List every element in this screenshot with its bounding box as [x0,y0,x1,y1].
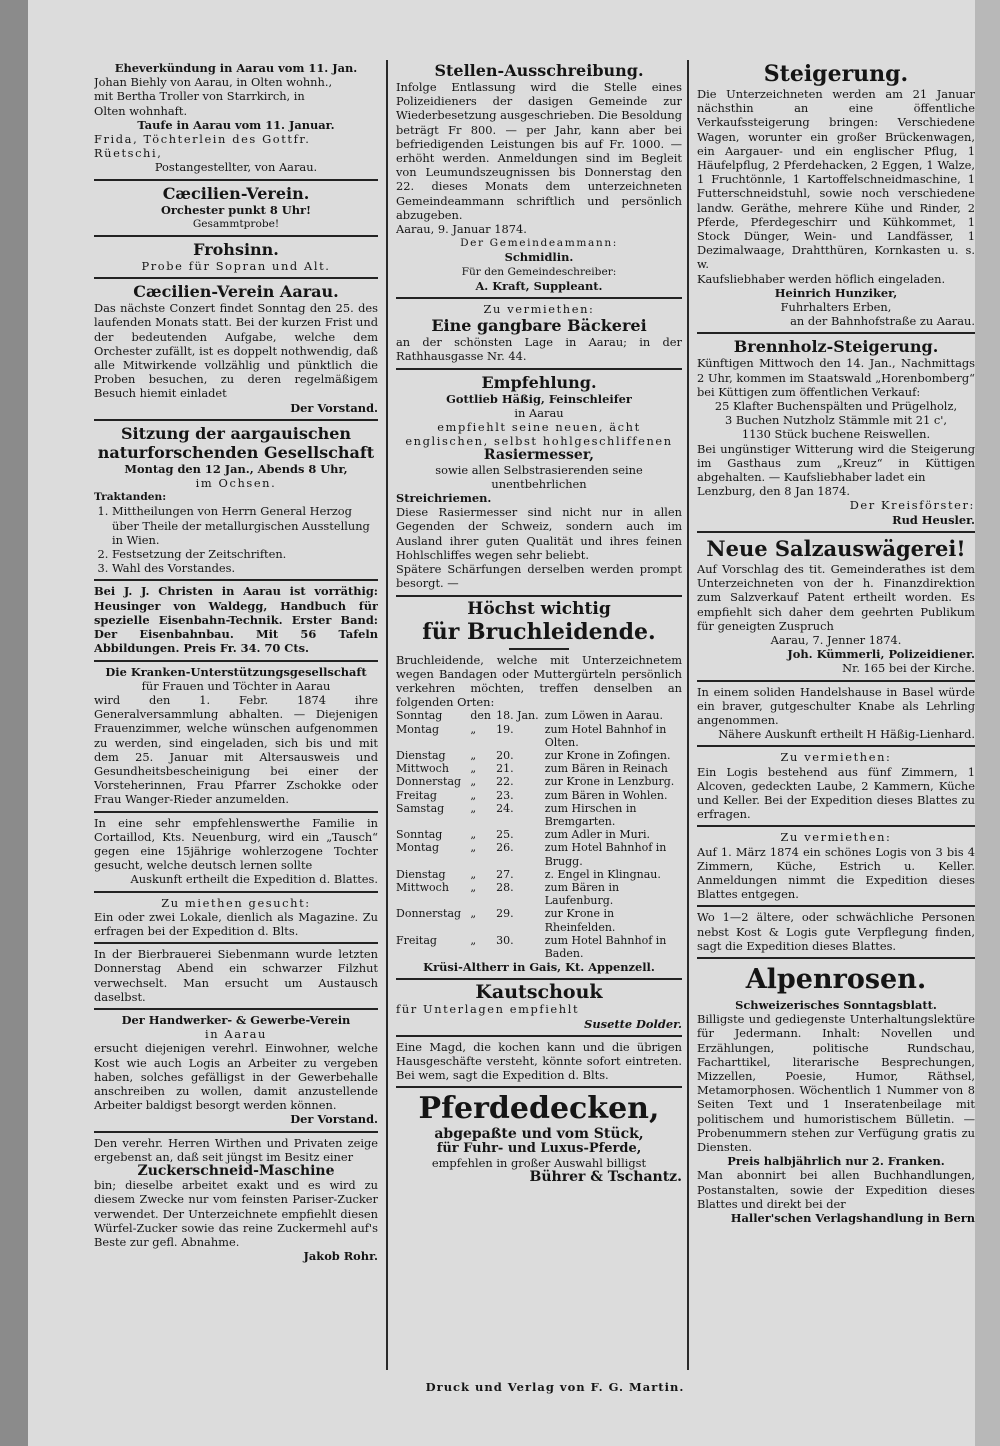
schedule-mark: „ [470,933,477,947]
schedule-day: Donnerstag [396,775,462,789]
ad-title: Neue Salzauswägerei! [706,535,966,561]
schedule-place: zum Bären in Wohlen. [544,788,668,802]
agenda-item: 1. Mittheilungen von Herrn General Herzog über Theile der metallurgischen Ausstellung in Wien. [112,504,378,547]
schedule-row [396,789,682,802]
schedule-mark: „ [470,828,477,842]
ad-gewerbe-verein [94,1010,378,1133]
schedule-mark: „ [470,867,477,881]
ad-title: Die Kranken-Unterstützungsgesellschaft [105,664,367,679]
schedule-place: zum Löwen in Aarau. [544,709,663,723]
ad-title: Taufe in Aarau vom 11. Januar. [137,117,335,132]
column-3 [697,58,975,1378]
ad-signature: Nähere Auskunft ertheilt H Häßig-Lienhard. [718,727,975,742]
ad-body: Künftigen Mittwoch den 14. Jan., Nachmittags 2 Uhr, kommen im Staatswald „Horenbomberg“ bei Küttigen zum öffentlichen Verkauf: [697,356,975,399]
ad-date: Aarau, 7. Jenner 1874. [770,632,902,647]
schedule-row [396,749,682,762]
schedule-place: zur Krone in Lenzburg. [544,775,675,789]
schedule-place: zum Bären in Reinach [544,762,668,776]
page-edge-left [0,0,28,1446]
schedule-day: Montag [396,722,439,736]
ad-subtitle: Orchester punkt 8 Uhr! [160,202,312,217]
schedule-day: Donnerstag [396,907,462,921]
ad-pferdedecken [396,1088,682,1188]
schedule-mark: „ [470,748,477,762]
ad-body: bin; dieselbe arbeitet exakt und es wird zu diesem Zwecke nur vom feinsten Pariser-Zucker verwendet. Der Unterzeichnete empfiehlt diesen Würfel-Zucker sowie das reine Zuckermehl auf's Beste zur gefl. Abnahme. [94,1178,378,1250]
ad-body: Bruchleidende, welche mit Unterzeichnetem wegen Bandagen oder Muttergürteln persönlich verkehren möchten, treffen denselben an folgenden Orten: [396,652,682,710]
ad-signature: an der Bahnhofstraße zu Aarau. [790,314,975,329]
ad-title: Cæcilien-Verein. [162,183,310,203]
schedule-row [396,907,682,933]
ad-date: Aarau, 9. Januar 1874. [396,222,527,237]
ad-steigerung [697,58,975,334]
ad-label: Zu vermiethen: [780,830,892,845]
ad-body: sowie allen Selbstrasierenden seine unentbehrlichen [435,462,643,491]
ad-title: Empfehlung. [481,372,597,392]
ad-title: Cæcilien-Verein Aarau. [133,282,339,302]
schedule-mark: „ [470,801,477,815]
schedule-mark: „ [470,788,477,802]
schedule-mark: „ [470,722,477,736]
ad-role: Der Gemeindeammann: [460,237,618,250]
ad-lehrling-basel [697,682,975,748]
schedule-row [396,802,682,828]
ad-christen-book [94,581,378,661]
schedule-day: Freitag [396,933,437,947]
ad-subtitle: in Aarau [205,1027,267,1042]
ad-body: empfiehlt seine neuen, ächt englischen, selbst hohlgeschliffenen [405,420,673,449]
ad-body: Auf 1. März 1874 ein schönes Logis von 3 bis 4 Zimmern, Küche, Estrich u. Keller. Anmeldungen nimmt die Expedition dieses Blattes entgegen. [697,844,975,902]
schedule-row [396,709,682,722]
ad-frohsinn [94,237,378,279]
ad-product: Rasiermesser, [483,447,595,464]
ad-kranken-unterstuetzung [94,662,378,813]
ad-title: Eheverkündung in Aarau vom 11. Jan. [114,61,358,75]
schedule-row [396,881,682,907]
ad-item: 3 Buchen Nutzholz Stämmle mit 21 c', [725,413,947,428]
ad-signature: Nr. 165 bei der Kirche. [842,661,975,676]
printer-imprint: Druck und Verlag von F. G. Martin. [425,1380,685,1394]
schedule-place: zur Krone in Zofingen. [544,748,671,762]
ad-signature: Krüsi-Altherr in Gais, Kt. Appenzell. [423,960,655,975]
ad-headline: Zuckerschneid-Maschine [137,1163,335,1179]
ad-title: Der Handwerker- & Gewerbe-Verein [121,1012,351,1027]
schedule-mark: „ [470,880,477,894]
schedule-place: zum Hotel Bahnhof in Olten. [544,722,667,749]
ad-body: Ein Logis bestehend aus fünf Zimmern, 1 Alcoven, gedeckten Laube, 2 Kammern, Küche und Keller. Bei der Expedition dieses Blattes zu erfragen. [697,764,975,822]
ad-title: Brennholz-Steigerung. [733,337,939,357]
ad-line: empfehlen in großer Auswahl billigst [431,1155,647,1170]
ad-civil-register [94,58,378,181]
page-edge-right [975,0,1000,1446]
ad-place: in Aarau [514,405,564,420]
schedule-date: 20. [496,748,514,762]
ad-signature: Bührer & Tschantz. [529,1169,682,1185]
ad-line: mit Bertha Troller von Starrkirch, in [94,89,305,104]
ad-body: Wo 1—2 ältere, oder schwächliche Personen nebst Kost & Logis gute Verpflegung finden, sagt die Expedition dieses Blattes. [697,910,975,953]
schedule-place: zum Adler in Muri. [544,828,650,842]
ad-note: Gesammtprobe! [192,217,280,230]
ad-caecilien-orchester [94,181,378,237]
schedule-date: 18. Jan. [496,709,539,723]
ad-body: wird den 1. Febr. 1874 ihre Generalversammlung abhalten. — Diejenigen Frauenzimmer, welche wünschen aufgenommen zu werden, sind eingeladen, sich bis und mit dem 25. Januar mit Altersausweis und Gesundheitsbescheinigung bei einer der Vorsteherinnen, Frau Pfarrer Zschokke oder Frau Wanger-Rieder anzumelden. [94,692,378,807]
schedule-date: 21. [496,762,514,776]
schedule-row [396,934,682,960]
schedule-date: 23. [496,788,514,802]
ad-body: Auf Vorschlag des tit. Gemeinderathes ist dem Unterzeichneten von der h. Finanzdirektion zum Salzverkauf Patent ertheilt worden. Es empfiehlt sich daher dem geehrten Publikum für geneigten Zuspruch [697,561,975,633]
ad-signature: Der Vorstand. [290,1112,378,1127]
ad-body: Kaufsliebhaber werden höflich eingeladen. [697,271,946,286]
ad-rule [509,648,569,650]
ad-item: 1130 Stück buchene Reiswellen. [741,427,931,442]
ad-title: Stellen-Ausschreibung. [434,61,644,80]
ad-body: Die Unterzeichneten werden am 21 Januar nächsthin an eine öffentliche Verkaufssteigerung bringen: Verschiedene Wagen, worunter ein großer Brückenwagen, ein Aargauer- und ein englischer Pflug, 1 Häufelpflug, 2 Pferdehacken, 2 Eggen, 1 Walze, 1 Fruchtönnle, 1 Kartoffelschneidmaschine, 1 Futterschneidstuhl, sowie noch verschiedene landw. Geräthe, mehrere Kühe und Rinder, 2 Pferde, Pferdegeschirr und Kühkommet, 1 Stock Dünger, Wein- und Landfässer, 1 Dezimalwaage, Drahtthüren, Kornkasten u. s. w. [697,87,975,272]
ad-item: 25 Klafter Buchenspälten und Prügelholz, [714,399,958,414]
ad-tausch-cortaillod [94,813,378,893]
ad-empfehlung-haessig [396,370,682,597]
ad-magd [396,1037,682,1089]
ad-bruchleidende [396,597,682,981]
ad-line: Frida, Töchterlein des Gottfr. Rüetschi, [94,132,311,161]
ad-title: Eine gangbare Bäckerei [431,316,647,336]
ad-date: Montag den 12 Jan., Abends 8 Uhr, [124,461,348,476]
schedule-row [396,868,682,881]
agenda-list [94,504,378,575]
schedule-place: z. Engel in Klingnau. [544,867,661,881]
schedule-date: 29. [496,907,514,921]
ad-lokale-gesucht [94,893,378,945]
column-divider [386,60,388,1370]
ad-body: Den verehr. Herren Wirthen und Privaten zeige ergebenst an, daß seit jüngst im Besitz einer [94,1135,378,1164]
ad-signature: A. Kraft, Suppleant. [475,278,603,293]
schedule-row [396,775,682,788]
ad-signature: Auskunft ertheilt die Expedition d. Blattes. [130,872,378,887]
ad-title: Pferdedecken, [418,1091,660,1127]
ad-label: Traktanden: [94,491,167,504]
ad-place: im Ochsen. [195,476,277,491]
ad-caecilien-aarau [94,279,378,421]
ad-product: Streichriemen. [396,491,492,506]
ad-salzauswaegerei [697,533,975,682]
schedule-day: Dienstag [396,748,446,762]
ad-line: Johan Biehly von Aarau, in Olten wohnh., [94,75,333,90]
schedule-place: zum Hotel Bahnhof in Baden. [544,933,667,960]
ad-body: Das nächste Conzert findet Sonntag den 25. des laufenden Monats statt. Bei der kurzen Frist und der bedeutenden Aufgabe, welche dem Orchester zufällt, ist es doppelt nothwendig, daß alle Mitwirkende vollzählig und pünktlich die Proben besuchen, zu deren regelmäßigem Besuch hiemit einladet [94,301,378,401]
ad-line: Olten wohnhaft. [94,103,188,118]
schedule-date: 26. [496,841,514,855]
ad-signature: Der Vorstand. [290,400,378,415]
ad-label: Zu vermiethen: [483,302,595,317]
agenda-item: 3. Wahl des Vorstandes. [112,561,378,575]
ad-signature: Haller'schen Verlagshandlung in Bern [730,1211,975,1226]
ad-label: Zu miethen gesucht: [161,895,311,910]
ad-body: Man abonnirt bei allen Buchhandlungen, Postanstalten, sowie der Expedition dieses Blattes und direkt bei der [697,1168,975,1211]
ad-body: In der Bierbrauerei Siebenmann wurde letzten Donnerstag Abend ein schwarzer Filzhut verwechselt. Man ersucht um Austausch daselbst. [94,947,378,1004]
column-2 [396,58,682,1378]
schedule-day: Dienstag [396,867,446,881]
schedule-day: Mittwoch [396,880,449,894]
ad-body: ersucht diejenigen verehrl. Einwohner, welche Kost wie auch Logis an Arbeiter zu vergeben haben, solches gefälligst in der Gewerbehalle anschreiben zu wollen, damit anzustellende Arbeiter baldigst besorgt werden können. [94,1041,378,1113]
schedule-place: zur Krone in Rheinfelden. [544,907,616,934]
schedule-date: 30. [496,933,514,947]
schedule-mark: den [470,709,491,723]
ad-signature: Schmidlin. [504,250,574,265]
schedule-date: 22. [496,775,514,789]
ad-baeckerei [396,299,682,370]
ad-signature: Joh. Kümmerli, Polizeidiener. [787,647,975,662]
ad-signature: Susette Dolder. [584,1016,682,1031]
schedule-place: zum Bären in Laufenburg. [544,880,620,908]
ad-subtitle: für Frauen und Töchter in Aarau [141,678,331,693]
ad-body: Diese Rasiermesser sind nicht nur in allen Gegenden der Schweiz, sondern auch im Ausland ihrer guten Qualität und ihres feinen Hohlschliffes wegen sehr beliebt. [396,505,682,562]
ad-brennholz [697,334,975,532]
ad-title: Sitzung der aargauischen naturforschenden Gesellschaft [97,423,375,462]
ad-logis-maerz [697,827,975,907]
schedule-place: zum Hotel Bahnhof in Brugg. [544,841,667,868]
ad-title: Steigerung. [763,61,909,87]
column-1 [94,58,378,1378]
schedule-date: 27. [496,867,514,881]
ad-body: Bei J. J. Christen in Aarau ist vorräthig: Heusinger von Waldegg, Handbuch für spezielle Eisenbahn-Technik. Erster Band: Der Eisenbahnbau. Mit 56 Tafeln Abbildungen. Preis Fr. 34. 70 Cts. [94,584,378,656]
ad-line: abgepaßte und vom Stück, [434,1126,644,1143]
ad-body: In eine sehr empfehlenswerthe Familie in Cortaillod, Kts. Neuenburg, wird ein „Tausch“ gegen eine 15jährige wohlerzogene Tochter gesucht, welche deutsch lernen sollte [94,815,378,873]
ad-zuckerschneid [94,1133,378,1268]
ad-title: Alpenrosen. [745,963,927,995]
ad-date: Lenzburg, den 8 Jan 1874. [697,484,851,499]
ad-body: In einem soliden Handelshause in Basel würde ein braver, gutgeschulter Knabe als Lehrling angenommen. [697,684,975,727]
ad-name: Gottlieb Häßig, Feinschleifer [446,391,632,406]
ad-title: Höchst wichtig [467,598,611,619]
ad-label: Zu vermiethen: [780,750,892,765]
schedule-date: 24. [496,801,514,815]
schedule-mark: „ [470,841,477,855]
ad-line: Postangestellter, von Aarau. [154,160,318,175]
ad-body: Bei ungünstiger Witterung wird die Steigerung im Gasthaus zum „Kreuz“ in Küttigen abgehalten. — Kaufsliebhaber ladet ein [697,441,975,485]
schedule-row [396,828,682,841]
ad-body: Spätere Schärfungen derselben werden prompt besorgt. — [396,562,682,591]
schedule-table [396,709,682,960]
ad-title: Kautschouk [475,981,603,1004]
schedule-day: Sonntag [396,828,443,842]
schedule-place: zum Hirschen in Bremgarten. [544,801,637,828]
ad-title: Frohsinn. [193,240,279,260]
ad-line: für Fuhr- und Luxus-Pferde, [436,1140,642,1156]
ad-signature: Heinrich Hunziker, [774,285,898,300]
ad-signature: Fuhrhalters Erben, [780,300,892,315]
schedule-row [396,841,682,867]
ad-naturforschende-gesellschaft [94,421,378,582]
ad-subtitle: Probe für Sopran und Alt. [141,259,331,274]
ad-price: Preis halbjährlich nur 2. Franken. [727,1154,945,1169]
ad-logis-fuenf-zimmer [697,747,975,827]
ad-alpenrosen [697,959,975,1229]
ad-subtitle: Schweizerisches Sonntagsblatt. [735,997,937,1012]
ad-kost-logis [697,907,975,959]
ad-role: Der Kreisförster: [849,498,975,513]
ad-signature: Jakob Rohr. [303,1249,378,1264]
schedule-date: 28. [496,880,514,894]
ad-filzhut [94,944,378,1010]
ad-signature: Rud Heusler. [892,512,975,527]
schedule-date: 25. [496,828,514,842]
schedule-mark: „ [470,762,477,776]
ad-body: Ein oder zwei Lokale, dienlich als Magazine. Zu erfragen bei der Expedition d. Blts. [94,909,378,938]
schedule-row [396,723,682,749]
ad-stellen-ausschreibung [396,58,682,299]
schedule-day: Samstag [396,801,445,815]
schedule-mark: „ [470,907,477,921]
ad-body: Billigste und gediegenste Unterhaltungslektüre für Jedermann. Inhalt: Novellen und Erzählungen, politische Rundschau, Facharttikel, literarische Besprechungen, Mizzellen, Poesie, Humor, Räthsel, Metamorphosen. Wöchentlich 1 Nummer von 8 Seiten Text und 1 Inseratenbeilage mit politischem und humoristischem Bülletin. — Probenummern stehen zur Verfügung gratis zu Diensten. [697,1012,975,1154]
column-divider [687,60,689,1370]
ad-body: Eine Magd, die kochen kann und die übrigen Hausgeschäfte versteht, könnte sofort eintreten. Bei wem, sagt die Expedition d. Blts. [396,1039,682,1083]
ad-body: an der schönsten Lage in Aarau; in der Rathhausgasse Nr. 44. [396,335,682,364]
ad-title: für Bruchleidende. [422,618,656,645]
agenda-item: 2. Festsetzung der Zeitschriften. [112,547,378,561]
ad-role: Für den Gemeindeschreiber: [461,265,617,278]
schedule-date: 19. [496,722,514,736]
ad-body: für Unterlagen empfiehlt [396,1002,580,1017]
schedule-day: Freitag [396,788,437,802]
schedule-day: Sonntag [396,709,443,723]
schedule-mark: „ [470,775,477,789]
schedule-day: Mittwoch [396,762,449,776]
ad-body: Infolge Entlassung wird die Stelle eines Polizeidieners der dasigen Gemeinde zur Wiederbesetzung ausgeschrieben. Die Besoldung beträgt Fr 800. — per Jahr, kann aber bei befriedigenden Leistungen bis auf Fr. 1000. — erhöht werden. Anmeldungen sind im Begleit von Leumundszeugnissen bis Donnerstag den 22. dieses Monats dem unterzeichneten Gemeindeammann schriftlich und persönlich abzugeben. [396,80,682,222]
schedule-day: Montag [396,841,439,855]
ad-kautschouk [396,980,682,1036]
schedule-row [396,762,682,775]
